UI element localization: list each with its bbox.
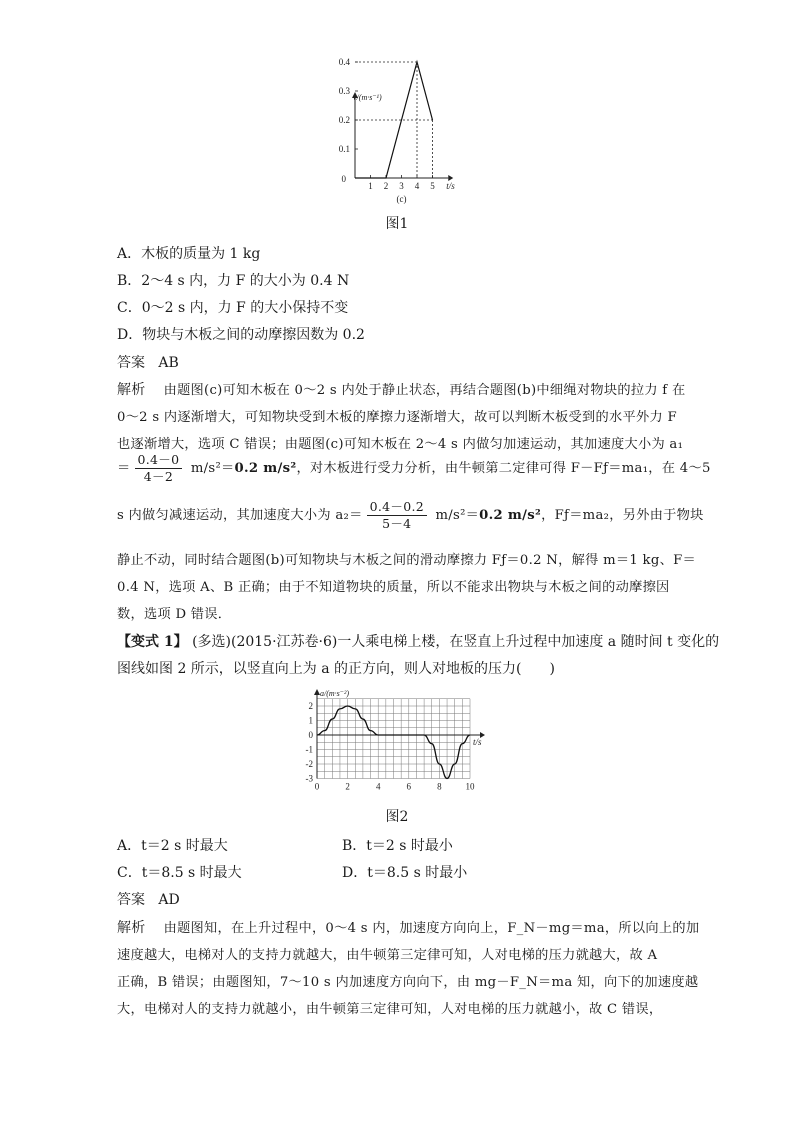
unit-text: m/s²＝ bbox=[190, 461, 235, 476]
fraction-2-denominator: 5－4 bbox=[382, 516, 412, 531]
analysis-1-line-5 bbox=[117, 499, 704, 532]
analysis-1-line-3: 也逐渐增大，选项 C 错误；由题图(c)可知木板在 2～4 s 内做匀加速运动，其加速度大小为 a₁ bbox=[117, 437, 684, 452]
q2-option-b: B．t＝2 s 时最小 bbox=[342, 838, 453, 854]
figure-1 bbox=[325, 57, 475, 208]
answer-label: 答案 bbox=[117, 355, 145, 371]
analysis-continuation: ，对木板进行受力分析，由牛顿第二定律可得 F－Fƒ＝ma₁，在 4～5 bbox=[296, 461, 711, 476]
answer-label: 答案 bbox=[117, 892, 145, 908]
fraction-2-numerator: 0.4－0.2 bbox=[367, 499, 427, 516]
q2-option-a: A．t＝2 s 时最大 bbox=[117, 838, 228, 854]
q2-option-c: C．t＝8.5 s 时最大 bbox=[117, 865, 242, 881]
analysis-label: 解析 bbox=[117, 382, 146, 398]
x-tick-label: 1 bbox=[368, 181, 373, 191]
analysis-text: s 内做匀减速运动，其加速度大小为 a₂＝ bbox=[117, 508, 363, 523]
x-tick-label: 2 bbox=[383, 181, 389, 191]
fraction-1-denominator: 4－2 bbox=[143, 469, 174, 484]
figure-2-chart bbox=[298, 686, 498, 796]
option-c: C．0～2 s 内，力 F 的大小保持不变 bbox=[117, 300, 349, 316]
analysis-1-line-4 bbox=[117, 452, 711, 485]
option-d: D．物块与木板之间的动摩擦因数为 0.2 bbox=[117, 327, 365, 343]
y-axis-label: v/(m·s⁻¹) bbox=[353, 93, 382, 102]
x-tick-label: 8 bbox=[437, 781, 442, 792]
result-value: 0.2 m/s² bbox=[234, 461, 297, 476]
analysis-1-line-6: 静止不动，同时结合题图(b)可知物块与木板之间的滑动摩擦力 Fƒ＝0.2 N，解得 m＝1 kg、F＝ bbox=[117, 553, 697, 568]
variant-line-2: 图线如图 2 所示，以竖直向上为 a 的正方向，则人对地板的压力( ) bbox=[117, 661, 555, 677]
y-tick-label: 0.1 bbox=[338, 144, 350, 154]
variant-line-1 bbox=[117, 631, 719, 651]
x-axis-label: t/s bbox=[473, 737, 482, 747]
variant-tag: 【变式 1】 bbox=[117, 634, 188, 650]
answer-value: AB bbox=[158, 355, 179, 371]
result-value: 0.2 m/s² bbox=[479, 508, 542, 523]
analysis-continuation: ，Fƒ＝ma₂，另外由于物块 bbox=[541, 508, 704, 523]
analysis-2-line-3: 正确，B 错误；由题图知，7～10 s 内加速度方向向下，由 mg－F_N＝ma 知，向下的加速度越 bbox=[117, 975, 699, 990]
analysis-2-line-1 bbox=[117, 917, 699, 937]
y-tick-label: 0.4 bbox=[338, 57, 350, 67]
analysis-2-line-4: 大，电梯对人的支持力就越小，由牛顿第三定律可知，人对电梯的压力就越小，故 C 错误， bbox=[117, 1002, 663, 1017]
unit-text: m/s²＝ bbox=[435, 508, 480, 523]
y-tick-label: 0.3 bbox=[338, 86, 350, 96]
analysis-label: 解析 bbox=[117, 920, 146, 936]
x-tick-label: 3 bbox=[399, 181, 404, 191]
analysis-text: 由题图知，在上升过程中，0～4 s 内，加速度方向向上，F_N－mg＝ma，所以向上的加 bbox=[163, 921, 700, 936]
figure-2 bbox=[298, 686, 498, 796]
y-tick-label: 0 bbox=[308, 730, 313, 740]
analysis-1-line-8: 数，选项 D 错误． bbox=[117, 607, 232, 622]
y-tick-label: -3 bbox=[305, 773, 313, 784]
option-a: A．木板的质量为 1 kg bbox=[117, 246, 261, 262]
y-tick-label: 2 bbox=[308, 701, 313, 711]
x-axis-label: t/s bbox=[446, 181, 455, 191]
figure-1-chart bbox=[325, 57, 475, 208]
x-tick-label: 10 bbox=[465, 781, 475, 792]
y-tick-label: 0.2 bbox=[338, 115, 350, 125]
answer-1 bbox=[117, 352, 179, 372]
fraction-1-numerator: 0.4－0 bbox=[135, 452, 183, 469]
origin-label: 0 bbox=[341, 174, 346, 184]
analysis-2-line-2: 速度越大，电梯对人的支持力就越大，由牛顿第三定律可知，人对电梯的压力就越大，故 A bbox=[117, 948, 658, 963]
analysis-1-line-2: 0～2 s 内逐渐增大，可知物块受到木板的摩擦力逐渐增大，故可以判断木板受到的水平外力 F bbox=[117, 410, 677, 425]
sub-figure-label: (c) bbox=[396, 194, 407, 204]
x-tick-label: 4 bbox=[414, 181, 420, 191]
y-axis-label: a/(m·s⁻²) bbox=[320, 689, 350, 698]
analysis-1-line-1 bbox=[117, 379, 685, 399]
x-tick-label: 4 bbox=[375, 781, 381, 792]
q2-option-d: D．t＝8.5 s 时最小 bbox=[342, 865, 468, 881]
figure-1-caption: 图1 bbox=[385, 216, 409, 232]
fraction-1 bbox=[135, 452, 183, 485]
x-tick-label: 6 bbox=[406, 781, 412, 792]
y-tick-label: -2 bbox=[305, 759, 313, 769]
analysis-text: 由题图(c)可知木板在 0～2 s 内处于静止状态，再结合题图(b)中细绳对物块的拉力 f 在 bbox=[163, 383, 686, 398]
x-tick-label: 0 bbox=[314, 781, 320, 792]
analysis-1-line-7: 0.4 N，选项 A、B 正确；由于不知道物块的质量，所以不能求出物块与木板之间的动摩擦因 bbox=[117, 580, 670, 595]
variant-text: (多选)(2015·江苏卷·6)一人乘电梯上楼，在竖直上升过程中加速度 a 随时间 t 变化的 bbox=[192, 634, 720, 650]
equals-sign: ＝ bbox=[117, 461, 131, 476]
y-tick-label: 1 bbox=[308, 715, 313, 726]
fraction-2 bbox=[367, 499, 427, 532]
option-b: B．2～4 s 内，力 F 的大小为 0.4 N bbox=[117, 273, 350, 289]
x-tick-label: 2 bbox=[345, 781, 350, 792]
x-tick-label: 5 bbox=[430, 181, 435, 191]
answer-2 bbox=[117, 889, 180, 909]
answer-value: AD bbox=[158, 892, 180, 908]
figure-2-caption: 图2 bbox=[385, 809, 409, 825]
y-tick-label: -1 bbox=[305, 744, 313, 755]
